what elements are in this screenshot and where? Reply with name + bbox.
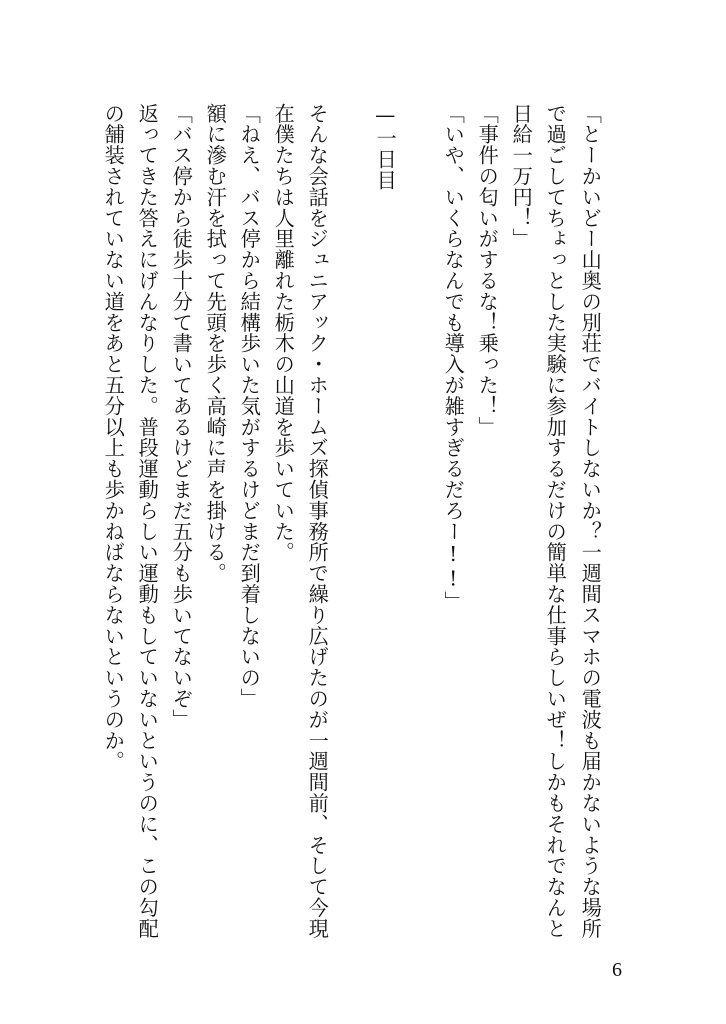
text-line-4: 「事件の匂いがするな！乗った！」 — [475, 103, 500, 438]
text-line-1: 「とーかいどー山奥の別荘でバイトしないか？一週間スマホの電波も届かないような場所 — [578, 103, 603, 939]
text-line-11: そんな会話をジュニアック・ホームズ探偵事務所で繰り広げたのが一週間前、そして今現 — [305, 103, 330, 939]
text-line-15: 「バス停から徒歩十分て書いてあるけどまだ五分も歩いてないぞ」 — [169, 103, 194, 730]
page-number: 6 — [612, 959, 622, 981]
text-line-13: 「ねえ、バス停から結構歩いた気がするけどまだ到着しないの」 — [237, 103, 262, 710]
text-line-3: 日給一万円！」 — [509, 103, 534, 250]
text-line-12: 在僕たちは人里離れた栃木の山道を歩いていた。 — [271, 103, 296, 563]
section-heading: —一日目 — [373, 103, 398, 191]
text-line-2: で過ごしてちょっとした実験に参加するだけの簡単な仕事らしいぜ！しかもそれでなんと — [543, 103, 568, 939]
text-line-16: 返ってきた答えにげんなりした。普段運動らしい運動もしていないというのに、この勾配 — [135, 103, 160, 939]
text-line-5: 「いや、いくらなんでも導入が雑すぎるだろー!!」 — [441, 103, 466, 613]
text-line-14: 額に滲む汗を拭って先頭を歩く高崎に声を掛ける。 — [203, 103, 228, 584]
text-line-17: の舗装されていない道をあと五分以上も歩かねばならないというのか。 — [101, 103, 126, 772]
